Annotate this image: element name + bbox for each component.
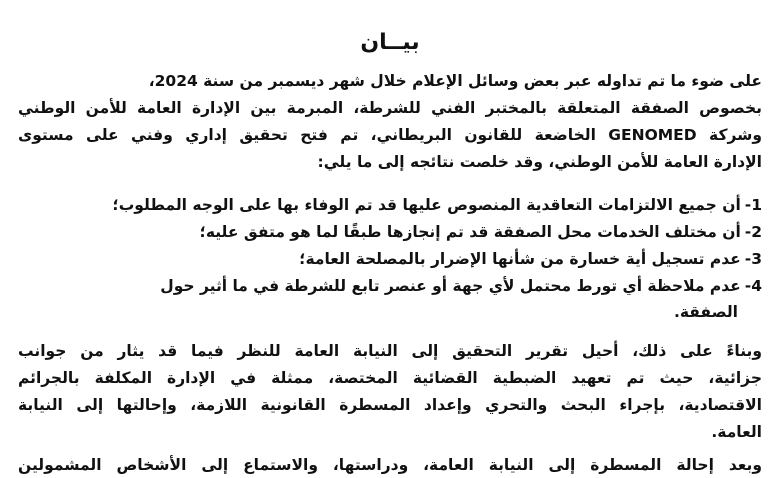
finding-number: 4- bbox=[744, 277, 762, 295]
finding-text: عدم تسجيل أية خسارة من شأنها الإضرار بالمصلحة العامة؛ bbox=[299, 250, 741, 268]
paragraph-1-line-2: بخصوص الصفقة المتعلقة بالمختبر الفني للشرطة، المبرمة بين الإدارة العامة للأمن الوطني bbox=[18, 99, 762, 117]
finding-item-4-continuation: الصفقة. bbox=[673, 303, 738, 321]
finding-item-3 bbox=[299, 246, 762, 272]
paragraph-1-line-1: على ضوء ما تم تداوله عبر بعض وسائل الإعلام خلال شهر ديسمبر من سنة 2024، bbox=[148, 72, 762, 90]
finding-item-4 bbox=[18, 273, 762, 299]
paragraph-2-line-3: الاقتصادية، بإجراء البحث والتحري وإعداد المسطرة القانونية اللازمة، وإحالتها إلى النيابة bbox=[18, 396, 762, 414]
finding-item-1 bbox=[113, 192, 762, 218]
document-title: بيــان bbox=[360, 30, 420, 55]
paragraph-3-line-1: وبعد إحالة المسطرة إلى النيابة العامة، ودراستها، والاستماع إلى الأشخاص المشمولين bbox=[18, 456, 762, 474]
paragraph-1-line-3: وشركة GENOMED الخاضعة للقانون البريطاني، تم فتح تحقيق إداري وفني على مستوى bbox=[18, 126, 762, 144]
finding-number: 2- bbox=[744, 223, 762, 241]
paragraph-1-line-4: الإدارة العامة للأمن الوطني، وقد خلصت نتائجه إلى ما يلي: bbox=[317, 153, 762, 171]
finding-number: 1- bbox=[744, 196, 762, 214]
finding-text: أن مختلف الخدمات محل الصفقة قد تم إنجازها طبقًا لما هو متفق عليه؛ bbox=[199, 223, 741, 241]
paragraph-2-line-2: جزائية، حيث تم تعهيد الضبطية القضائية المختصة، ممثلة في الإدارة المكلفة بالجرائم bbox=[18, 369, 762, 387]
finding-text: أن جميع الالتزامات التعاقدية المنصوص عليها قد تم الوفاء بها على الوجه المطلوب؛ bbox=[112, 196, 741, 214]
finding-number: 3- bbox=[744, 250, 762, 268]
paragraph-2-line-4: العامة. bbox=[711, 423, 762, 441]
finding-item-2 bbox=[200, 219, 762, 245]
finding-text: عدم ملاحظة أي تورط محتمل لأي جهة أو عنصر تابع للشرطة في ما أثير حول bbox=[160, 277, 741, 295]
paragraph-2-line-1: وبناءً على ذلك، أحيل تقرير التحقيق إلى النيابة العامة للنظر فيما قد يثار من جوانب bbox=[18, 342, 762, 360]
